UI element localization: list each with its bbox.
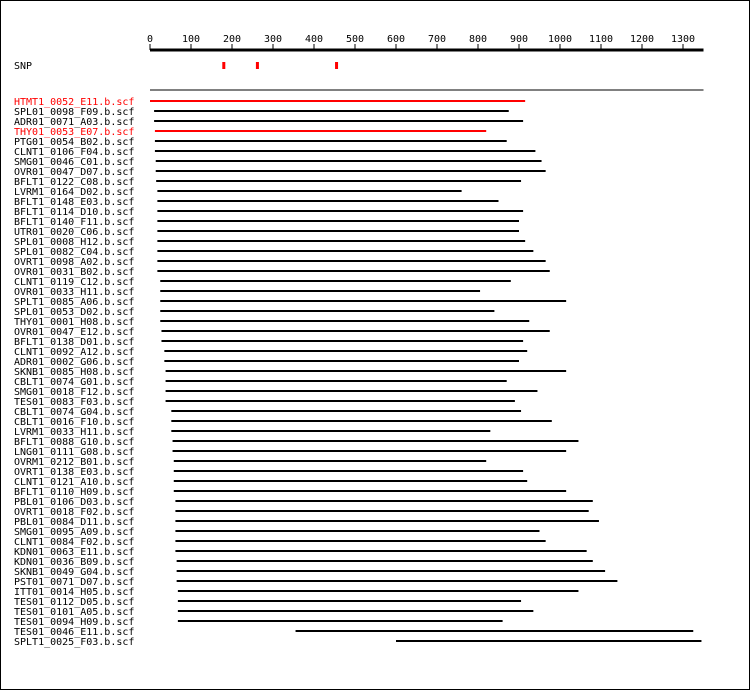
read-name: TES01_0094_H09.b.scf — [14, 617, 135, 628]
read-name: CLNT1_0084_F02.b.scf — [14, 537, 135, 548]
read-name: CBLT1_0074_G01.b.scf — [14, 377, 135, 388]
read-name: BFLT1_0122_C08.b.scf — [14, 177, 135, 188]
axis-tick-label: 1000 — [547, 34, 573, 45]
read-name: OVR01_0031_B02.b.scf — [14, 267, 135, 278]
read-name: SPL01_0098_F09.b.scf — [14, 107, 135, 118]
read-name: SPL01_0008_H12.b.scf — [14, 237, 135, 248]
read-name: THY01_0053_E07.b.scf — [14, 127, 135, 138]
read-name: SMG01_0095_A09.b.scf — [14, 527, 135, 538]
read-name: OVRT1_0098_A02.b.scf — [14, 257, 135, 268]
read-name: OVR01_0033_H11.b.scf — [14, 287, 135, 298]
read-name: KDN01_0063_E11.b.scf — [14, 547, 135, 558]
read-name: KDN01_0036_B09.b.scf — [14, 557, 135, 568]
read-name: OVRT1_0138_E03.b.scf — [14, 467, 135, 478]
read-list — [14, 97, 701, 648]
snp-track — [150, 62, 704, 90]
read-name: TES01_0083_F03.b.scf — [14, 397, 135, 408]
read-name: PTG01_0054_B02.b.scf — [14, 137, 135, 148]
read-name: SPLT1_0025_F03.b.scf — [14, 637, 135, 648]
read-name: BFLT1_0088_G10.b.scf — [14, 437, 135, 448]
axis-tick-label: 900 — [509, 34, 529, 45]
axis-tick-label: 1200 — [629, 34, 655, 45]
read-name: OVR01_0047_D07.b.scf — [14, 167, 135, 178]
read-name: TES01_0101_A05.b.scf — [14, 607, 135, 618]
read-name: TES01_0046_E11.b.scf — [14, 627, 135, 638]
axis-tick-label: 500 — [345, 34, 365, 45]
read-name: ADR01_0071_A03.b.scf — [14, 117, 135, 128]
read-name: SKNB1_0049_G04.b.scf — [14, 567, 135, 578]
axis-tick-label: 0 — [146, 34, 154, 45]
read-name: OVRM1_0212_B01.b.scf — [14, 457, 135, 468]
read-name: BFLT1_0148_E03.b.scf — [14, 197, 135, 208]
axis-tick-label: 1300 — [670, 34, 696, 45]
read-name: THY01_0001_H08.b.scf — [14, 317, 135, 328]
snp-track-label: SNP — [14, 61, 33, 72]
read-name: CLNT1_0092_A12.b.scf — [14, 347, 135, 358]
read-name: BFLT1_0114_D10.b.scf — [14, 207, 135, 218]
read-name: BFLT1_0140_F11.b.scf — [14, 217, 135, 228]
snp-marker — [256, 62, 259, 69]
axis-tick-label: 200 — [222, 34, 242, 45]
axis-tick-label: 800 — [468, 34, 488, 45]
axis-tick-label: 700 — [427, 34, 447, 45]
read-name: CLNT1_0119_C12.b.scf — [14, 277, 135, 288]
read-name: SPLT1_0085_A06.b.scf — [14, 297, 135, 308]
read-name: PST01_0071_D07.b.scf — [14, 577, 135, 588]
read-name: SMG01_0018_F12.b.scf — [14, 387, 135, 398]
read-name: CLNT1_0121_A10.b.scf — [14, 477, 135, 488]
read-name: SKNB1_0085_H08.b.scf — [14, 367, 135, 378]
axis-tick-label: 100 — [181, 34, 201, 45]
axis-tick-label: 300 — [263, 34, 283, 45]
axis-tick-label: 400 — [304, 34, 324, 45]
position-axis — [147, 34, 704, 50]
read-name: BFLT1_0110_H09.b.scf — [14, 487, 135, 498]
read-name: SPL01_0082_C04.b.scf — [14, 247, 135, 258]
read-name: SMG01_0046_C01.b.scf — [14, 157, 135, 168]
read-name: CLNT1_0106_F04.b.scf — [14, 147, 135, 158]
read-name: ITT01_0014_H05.b.scf — [14, 587, 135, 598]
read-name: PBL01_0106_D03.b.scf — [14, 497, 135, 508]
read-name: OVRT1_0018_F02.b.scf — [14, 507, 135, 518]
read-name: BFLT1_0138_D01.b.scf — [14, 337, 135, 348]
read-name: UTR01_0020_C06.b.scf — [14, 227, 135, 238]
read-name: HTMT1_0052_E11.b.scf — [14, 97, 135, 108]
read-name: TES01_0112_D05.b.scf — [14, 597, 135, 608]
read-name: CBLT1_0016_F10.b.scf — [14, 417, 135, 428]
axis-tick-label: 1100 — [588, 34, 614, 45]
read-name: OVR01_0047_E12.b.scf — [14, 327, 135, 338]
read-name: PBL01_0084_D11.b.scf — [14, 517, 135, 528]
snp-marker — [335, 62, 338, 69]
read-name: CBLT1_0074_G04.b.scf — [14, 407, 135, 418]
read-name: SPL01_0053_D02.b.scf — [14, 307, 135, 318]
read-name: LVRM1_0033_H11.b.scf — [14, 427, 135, 438]
read-name: LVRM1_0164_D02.b.scf — [14, 187, 135, 198]
axis-tick-label: 600 — [386, 34, 406, 45]
read-name: ADR01_0002_G06.b.scf — [14, 357, 135, 368]
snp-marker — [222, 62, 225, 69]
read-name: LNG01_0111_G08.b.scf — [14, 447, 135, 458]
